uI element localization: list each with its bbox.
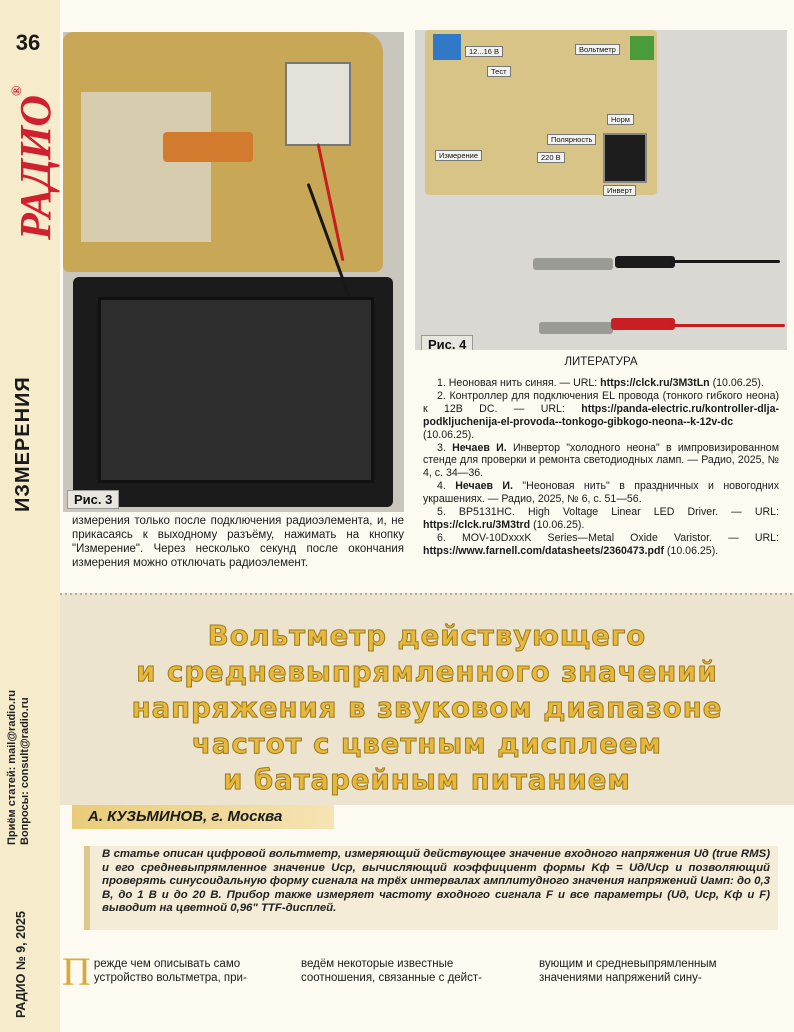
body-column-2: ведём некоторые известные соотношения, связанные с дейст- [301,958,482,984]
references-title: ЛИТЕРАТУРА [564,356,638,368]
article-abstract: В статье описан цифровой вольтметр, измеряющий действующее значение входного напряжения Uд (true RMS) и его средневыпрямленное значение Uср, вычисляющий коэффициент формы Kф = Uд/Uср и позволяющий проверять синусоидальную форму сигнала на трёх интервалах амплитудного значения напряжений Uамп: до 0,3 В, до 1 В и до 20 В. Прибор также измеряет частоту входного сигнала F и все параметры (Uд, Uср, Kф и F) выводит на цветной 0,96" TTF-дисплей. [84,846,778,930]
figure-4-label: Рис. 4 [421,335,473,350]
page-number: 36 [15,30,41,55]
circuit-board [63,32,383,272]
red-lead [670,324,785,327]
alligator-clip-red [539,322,613,334]
drop-cap: П [62,949,91,994]
tag-test: Тест [487,66,511,77]
body-column-3: вующим и средневыпрямленным значениями напряжений сину- [539,958,717,984]
transformer-coil [163,132,253,162]
reference-item: 2. Контроллер для подключения EL провода (тонкого гибкого неона) к 12В DC. — URL: https://panda-electric.ru/kontroller-dlja-podkljuchenija-el-provoda--tonkogo-gibkogo-neona--k-12v-dc (10.06.25). [423,389,779,441]
article-author: А. КУЗЬМИНОВ, г. Москва [72,805,334,829]
title-line: Вольтметр действующего [207,620,647,652]
references [423,355,779,558]
article-title [70,618,784,798]
contacts [6,690,32,845]
contact-questions: Вопросы: consult@radio.ru [19,697,31,845]
green-terminal [630,36,654,60]
blue-terminal [433,34,461,60]
title-line: и средневыпрямленного значений [136,656,718,688]
title-line: частот с цветным дисплеем [192,728,662,760]
device-panel [425,30,657,195]
clip-handle-red [611,318,675,330]
rocker-switch [603,133,647,183]
reference-item: 6. MOV-10DxxxK Series—Metal Oxide Varistor. — URL: https://www.farnell.com/datasheets/2360473.pdf (10.06.25). [423,531,779,557]
issue-label: РАДИО № 9, 2025 [14,911,28,1018]
body-text-left: измерения только после подключения радиоэлемента, и, не прикасаясь к выходному разъёму, нажимать на кнопку "Измерение". Через несколько секунд после окончания измерения можно отключать радиоэлемент. [72,515,404,569]
clip-handle-black [615,256,675,268]
section-label: ИЗМЕРЕНИЯ [12,376,34,512]
tag-norm: Норм [607,114,634,125]
title-line: и батарейным питанием [223,764,631,796]
enclosure-box [73,277,393,507]
reference-item: 1. Неоновая нить синяя. — URL: https://clck.ru/3M3tLn (10.06.25). [437,377,764,389]
tag-invert: Инверт [603,185,636,196]
logo-text: РАДИО [11,95,60,240]
black-lead [670,260,780,263]
enclosure-inner [98,297,374,483]
figure-4-photo [415,30,787,350]
switch-block [285,62,351,146]
title-line: напряжения в звуковом диапазоне [131,692,723,724]
alligator-clip-black [533,258,613,270]
column-1-text: режде чем описывать само устройство вольтметра, при- [93,958,247,984]
reference-item: 5. BP5131HC. High Voltage Linear LED Driver. — URL: https://clck.ru/3M3trd (10.06.25). [423,506,779,531]
tag-measurement: Измерение [435,150,482,161]
figure-3-photo [63,32,404,512]
magazine-logo [10,86,61,240]
tag-220v: 220 В [537,152,565,163]
tag-polarity: Полярность [547,134,596,145]
figure-3-label: Рис. 3 [67,490,119,509]
registered-icon: ® [10,86,25,96]
tag-voltmeter: Вольтметр [575,44,620,55]
body-column-1 [62,949,282,994]
contact-submissions: Приём статей: mail@radio.ru [6,690,18,845]
reference-item: 3. Нечаев И. Инвертор "холодного неона" в импровизированном стенде для проверки и ремонта светодиодных ламп. — Радио, 2025, № 4, с. 34—36. [423,441,779,480]
tag-12-16v: 12...16 В [465,46,503,57]
foil-shield [81,92,211,242]
reference-item: 4. Нечаев И. "Неоновая нить" в праздничных и новогодних украшениях. — Радио, 2025, № 6, с. 51—56. [423,480,779,506]
